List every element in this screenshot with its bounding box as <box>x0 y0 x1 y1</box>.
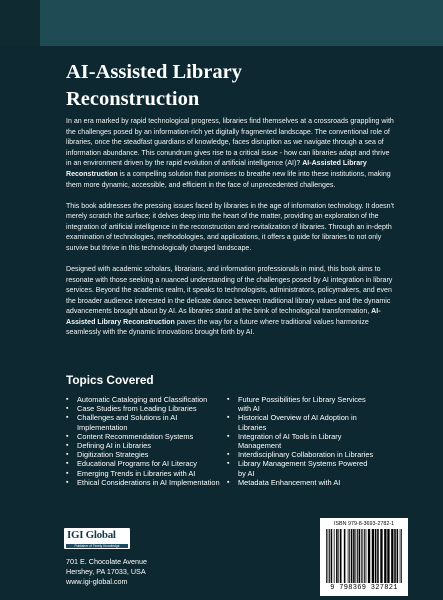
barcode-bar <box>368 529 370 583</box>
bullet-icon: ▪ <box>66 460 69 468</box>
barcode-bar <box>329 529 330 583</box>
p1-text-b: is a compelling solution that promises to breathe new life into these institutions, making them more dynamic, accessible, and efficient in the face of unprecedented challenges. <box>66 170 391 189</box>
barcode-bar <box>357 529 358 583</box>
topic-label: Educational Programs for AI Literacy <box>77 459 197 469</box>
barcode-bar <box>394 529 396 583</box>
barcode-bar <box>331 529 333 583</box>
topic-item <box>227 459 377 477</box>
topic-label: Integration of AI Tools in Library Management <box>238 431 342 451</box>
top-band-corner <box>0 0 40 46</box>
barcode-bar <box>387 529 389 583</box>
topic-item <box>66 441 226 450</box>
barcode-bar <box>351 529 353 583</box>
topic-item <box>66 395 226 404</box>
bullet-icon: ▪ <box>227 396 230 403</box>
p3-text-a: Designed with academic scholars, librarians, and information professionals in mind, this book aims to resonate with those seeking a nuanced understanding of the challenges posed by AI integration in library services. Beyond the academic realm, it speaks to technologists, administrators, policymakers, and even the broader audience interested in the delicate dance between traditional library values and the dynamic advancements brought about by AI. As libraries stand at the brink of technological transformation, <box>66 265 393 316</box>
publisher-logo-tagline: Publisher of Timely Knowledge <box>66 544 128 548</box>
bullet-icon: ▪ <box>66 451 69 459</box>
topic-item <box>227 395 377 413</box>
bullet-icon: ▪ <box>66 432 69 440</box>
bullet-icon: ▪ <box>66 396 69 403</box>
barcode-bar <box>362 529 363 583</box>
address-line-2: Hershey, PA 17033, USA <box>66 567 146 576</box>
barcode-bar <box>328 529 329 583</box>
barcode-bar <box>344 529 346 583</box>
topic-label: Digitization Strategies <box>77 450 149 460</box>
address-line-1: 701 E. Chocolate Avenue <box>66 557 147 566</box>
barcode-bar <box>397 529 399 583</box>
publisher-website: www.igi-global.com <box>66 577 128 586</box>
topic-label: Automatic Cataloging and Classification <box>77 395 208 404</box>
topic-label: Future Possibilities for Library Services with AI <box>238 395 366 414</box>
description-paragraph-3 <box>66 265 396 339</box>
barcode-bar <box>353 529 355 583</box>
p1-book-title-bold: AI-Assisted Library Reconstruction <box>66 160 367 178</box>
bullet-icon: ▪ <box>66 442 69 450</box>
publisher-logo-text: IGI Global <box>67 529 116 541</box>
barcode-bar <box>375 529 377 583</box>
top-color-band <box>0 0 443 46</box>
topic-item <box>227 450 377 459</box>
topic-label: Challenges and Solutions in AI Implementation <box>77 413 178 432</box>
title-line-2: Reconstruction <box>66 88 200 110</box>
topic-label: Library Management Systems Powered by AI <box>238 459 368 478</box>
bullet-icon: ▪ <box>227 414 230 422</box>
publisher-address <box>66 557 147 587</box>
bullet-icon: ▪ <box>66 405 69 413</box>
topic-label: Case Studies from Leading Libraries <box>77 404 197 414</box>
topic-label: Historical Overview of AI Adoption in Libraries <box>238 413 357 432</box>
description-paragraph-1 <box>66 117 396 191</box>
topic-label: Defining AI in Libraries <box>77 441 151 451</box>
barcode-bar <box>336 529 338 583</box>
bullet-icon: ▪ <box>66 414 69 422</box>
barcode-bar <box>366 529 367 583</box>
isbn-label: ISBN 979-8-3693-2782-1 <box>333 521 395 527</box>
p3-text-b: paves the way for a future where traditional values harmonize seamlessly with the dynamic innovations brought forth by AI. <box>66 318 369 337</box>
topic-item <box>66 413 226 431</box>
barcode-bar <box>401 529 402 583</box>
barcode-bars <box>324 529 404 584</box>
barcode-bar <box>326 529 327 583</box>
barcode-bar <box>349 529 350 583</box>
topic-item <box>227 478 377 487</box>
bullet-icon: ▪ <box>227 478 230 486</box>
isbn-barcode <box>320 518 408 596</box>
barcode-bar <box>391 529 393 583</box>
barcode-bar <box>355 529 356 583</box>
topic-item <box>66 450 226 459</box>
topic-label: Interdisciplinary Collaboration in Libraries <box>238 450 374 460</box>
topic-item <box>227 432 377 450</box>
topic-item <box>227 413 377 431</box>
p3-book-title-bold: AI-Assisted Library Reconstruction <box>66 308 381 326</box>
topic-label: Content Recommendation Systems <box>77 431 194 441</box>
bullet-icon: ▪ <box>66 469 69 477</box>
topic-label: Emerging Trends in Libraries with AI <box>77 468 196 478</box>
barcode-bar <box>348 529 349 583</box>
bullet-icon: ▪ <box>227 432 230 440</box>
bullet-icon: ▪ <box>227 460 230 468</box>
barcode-bar <box>380 529 382 583</box>
description <box>66 117 396 349</box>
barcode-bar <box>340 529 342 583</box>
barcode-bar <box>338 529 339 583</box>
barcode-bar <box>361 529 362 583</box>
barcode-bar <box>334 529 335 583</box>
bullet-icon: ▪ <box>227 451 230 459</box>
topic-item <box>66 469 226 478</box>
title-line-1: AI-Assisted Library <box>66 61 242 83</box>
topic-item <box>66 478 226 487</box>
topic-item <box>66 432 226 441</box>
barcode-digits: 9 798369 327821 <box>330 584 398 592</box>
barcode-bar <box>377 529 379 583</box>
p1-text-a: In an era marked by rapid technological progress, libraries find themselves at a crossroads grappling with the challenges posed by an information-rich yet digitally fragmented landscape. The conventional role of libraries, once the steadfast guardians of knowledge, faces disruption as we navigate through a sea of information abundance. This conundrum gives rise to a critical issue - how can libraries adapt and thrive in an environment driven by the rapid evolution of artificial intelligence (AI)? <box>66 118 394 168</box>
topics-list-left <box>66 395 226 487</box>
barcode-bar <box>364 529 365 583</box>
topics-heading: Topics Covered <box>66 373 154 387</box>
barcode-bar <box>384 529 386 583</box>
topics-list-right <box>227 395 377 487</box>
description-paragraph-2: This book addresses the pressing issues faced by libraries in the age of information technology. It doesn't merely scratch the surface; it delves deep into the heart of the matter, providing an exploration of the integration of artificial intelligence in the reconstruction and revitalization of libraries. Through an in-depth examination of technologies, methodologies, and applications, it offers a guide for libraries to not only survive but thrive in this technologically charged landscape. <box>66 202 394 252</box>
topic-item <box>66 459 226 468</box>
topic-item <box>66 404 226 413</box>
barcode-bar <box>372 529 374 583</box>
publisher-logo <box>64 528 130 549</box>
barcode-bar <box>359 529 361 583</box>
barcode-bar <box>400 529 401 583</box>
book-title <box>66 59 386 113</box>
bullet-icon: ▪ <box>66 478 69 486</box>
topic-label: Metadata Enhancement with AI <box>238 477 341 487</box>
topic-label: Ethical Considerations in AI Implementation <box>77 477 220 487</box>
